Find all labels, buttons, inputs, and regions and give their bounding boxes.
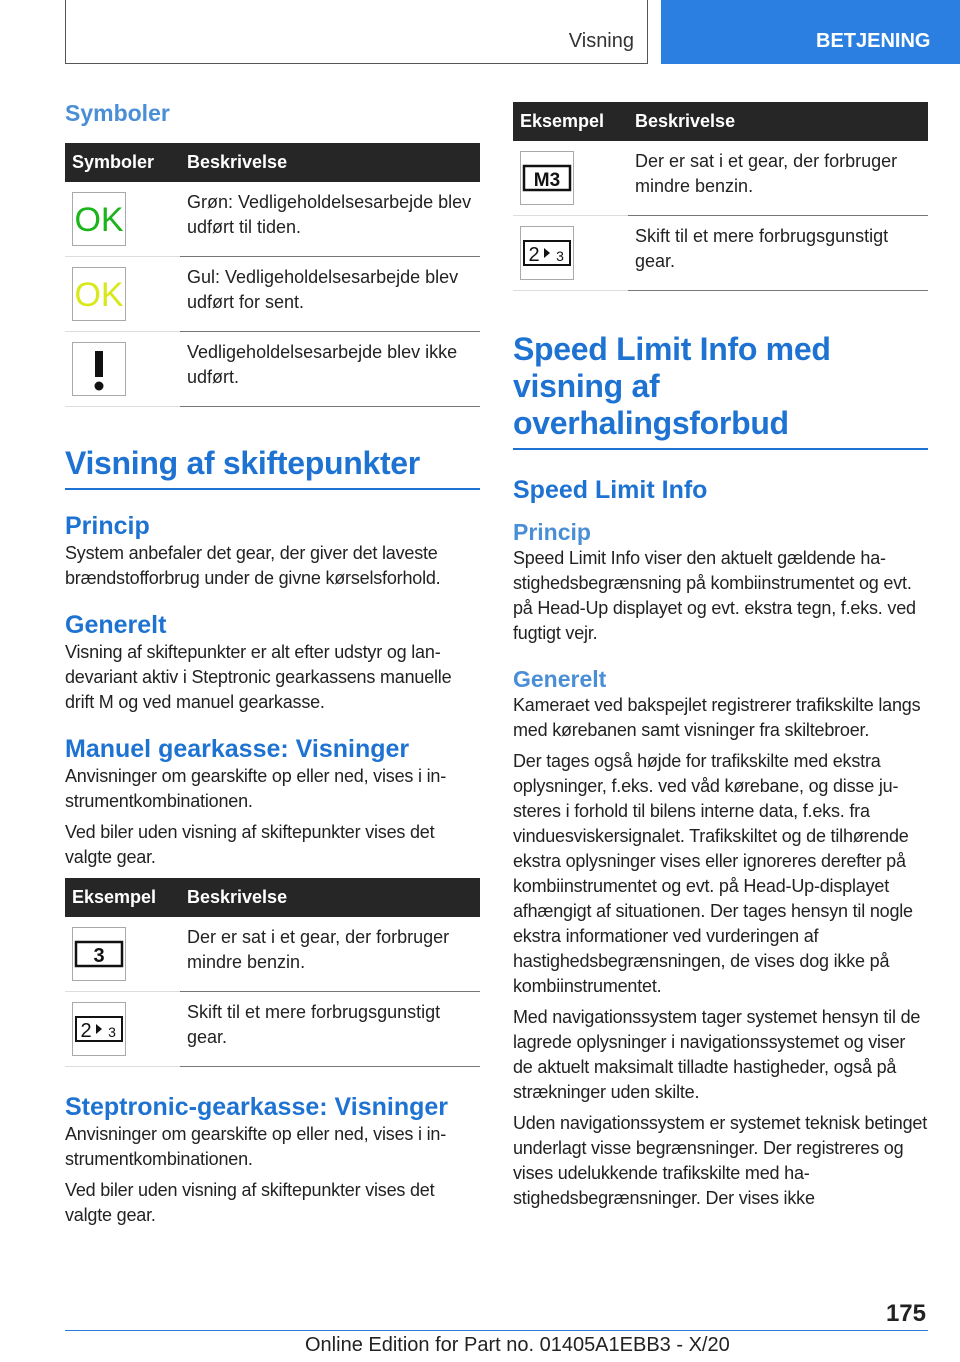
general-heading: Generelt [65,611,167,639]
subsection-heading: Speed Limit Info [513,476,708,504]
table-row [513,216,928,291]
description-col-header: Beskrivelse [628,102,928,141]
table-row [65,917,480,992]
example-col-header: Eksempel [65,878,180,917]
steptronic-heading: Steptronic-gearkasse: Visninger [65,1093,449,1121]
svg-text:2: 2 [528,244,540,266]
chapter-tab-label: BETJENING [816,30,931,52]
row-description: Der er sat i et gear, der forbruger mindre benzin. [180,917,480,992]
row-description: Vedligeholdelsesarbejde blev ikke udført. [180,332,480,407]
row-description: Skift til et mere forbrugsgunstigt gear. [180,992,480,1067]
general-paragraph-4: Uden navigationssystem er systemet teknisk betinget underlagt visse begrænsninger. Der registreres og vises udelukkende trafikskilte med hastighedsbegrænsninger. Der vises ikke [513,1113,928,1208]
right-column [513,102,928,1217]
steptronic-gear-table [513,102,928,291]
footer-divider [65,1330,928,1331]
general-paragraph-3: Med navigationssystem tager systemet hensyn til de lagrede oplysninger i navigationssystemet og viser de aktuelt maksimalt tilladte hastigheder, også på strækninger uden skilte. [513,1007,921,1102]
chapter-tab[interactable] [661,0,960,64]
table-row [65,992,480,1067]
section-heading: Speed Limit Info med visning af overhalingsforbud [513,331,928,450]
table-row [65,332,480,407]
gear-3-icon [72,927,126,981]
ok-yellow-icon [72,267,126,321]
exclamation-icon [72,342,126,396]
page-number: 175 [885,1300,926,1327]
example-col-header: Eksempel [513,102,628,141]
shift-2-to-3-icon [520,226,574,280]
manual-heading: Manuel gearkasse: Visninger [65,735,410,763]
description-col-header: Beskrivelse [180,878,480,917]
general-paragraph-1: Kameraet ved bakspejlet registrerer trafikskilte langs med kørebanen samt visninger fra skiltebroer. [513,695,921,740]
row-description: Skift til et mere forbrugsgunstigt gear. [628,216,928,291]
header-frame [65,0,648,64]
shift-2-to-3-icon [72,1002,126,1056]
general-heading: Generelt [513,666,607,692]
manual-gear-table [65,878,480,1067]
principle-text: Speed Limit Info viser den aktuelt gældende hastighedsbegrænsning på kombiinstrumentet og evt. på Head-Up displayet og evt. ekstra tegn, f.eks. ved fugtigt vejr. [513,548,916,643]
general-text: Visning af skiftepunkter er alt efter udstyr og landevariant aktiv i Steptronic gearkassens manuelle drift M og ved manuel gearkasse. [65,642,452,712]
svg-text:2: 2 [80,1020,92,1042]
row-description: Grøn: Vedligeholdelsesarbejde blev udført til tiden. [180,182,480,257]
principle-heading: Princip [65,512,150,540]
manual-paragraph-1: Anvisninger om gearskifte op eller ned, vises i instrumentkombinationen. [65,766,447,811]
section-title: Visning [568,30,634,52]
svg-text:OK: OK [74,201,124,239]
symbols-table [65,143,480,407]
row-description: Gul: Vedligeholdelsesarbejde blev udført for sent. [180,257,480,332]
table-row [65,182,480,257]
gear-m3-icon [520,151,574,205]
table-row [513,141,928,216]
table-row [65,257,480,332]
principle-text: System anbefaler det gear, der giver det laveste brændstofforbrug under de givne kørselsforhold. [65,543,441,588]
section-heading: Visning af skiftepunkter [65,445,480,490]
left-column [65,100,480,1234]
row-description: Der er sat i et gear, der forbruger mindre benzin. [628,141,928,216]
symbols-heading: Symboler [65,100,170,126]
svg-text:3: 3 [108,1024,116,1040]
ok-green-icon [72,192,126,246]
svg-text:OK: OK [74,276,124,314]
symbols-col-header: Symboler [65,143,180,182]
svg-text:M3: M3 [533,170,561,191]
svg-text:3: 3 [93,945,105,967]
description-col-header: Beskrivelse [180,143,480,182]
principle-heading: Princip [513,519,591,545]
general-paragraph-2: Der tages også højde for trafikskilte med ekstra oplysninger, f.eks. ved våd kørebane, og disse justeres i forhold til bilens interne data, f.eks. fra vinduesviskersignalet. Trafikskiltet og de tilhørende ekstra oplysninger vises eller ignoreres derefter på kombiinstrumentet og evt. på Head-Up-displayet afhængigt af situationen. Der tages hensyn til nogle ekstra informationer ved vurderingen af hastighedsbegrænsningen, de vises dog ikke på kombiinstrumentet. [513,751,913,996]
edition-footer: Online Edition for Part no. 01405A1EBB3 - X/20 [305,1334,730,1356]
svg-text:3: 3 [556,248,564,264]
manual-paragraph-2: Ved biler uden visning af skiftepunkter vises det valgte gear. [65,822,435,867]
steptronic-paragraph-2: Ved biler uden visning af skiftepunkter vises det valgte gear. [65,1180,435,1225]
steptronic-paragraph-1: Anvisninger om gearskifte op eller ned, vises i instrumentkombinationen. [65,1124,447,1169]
